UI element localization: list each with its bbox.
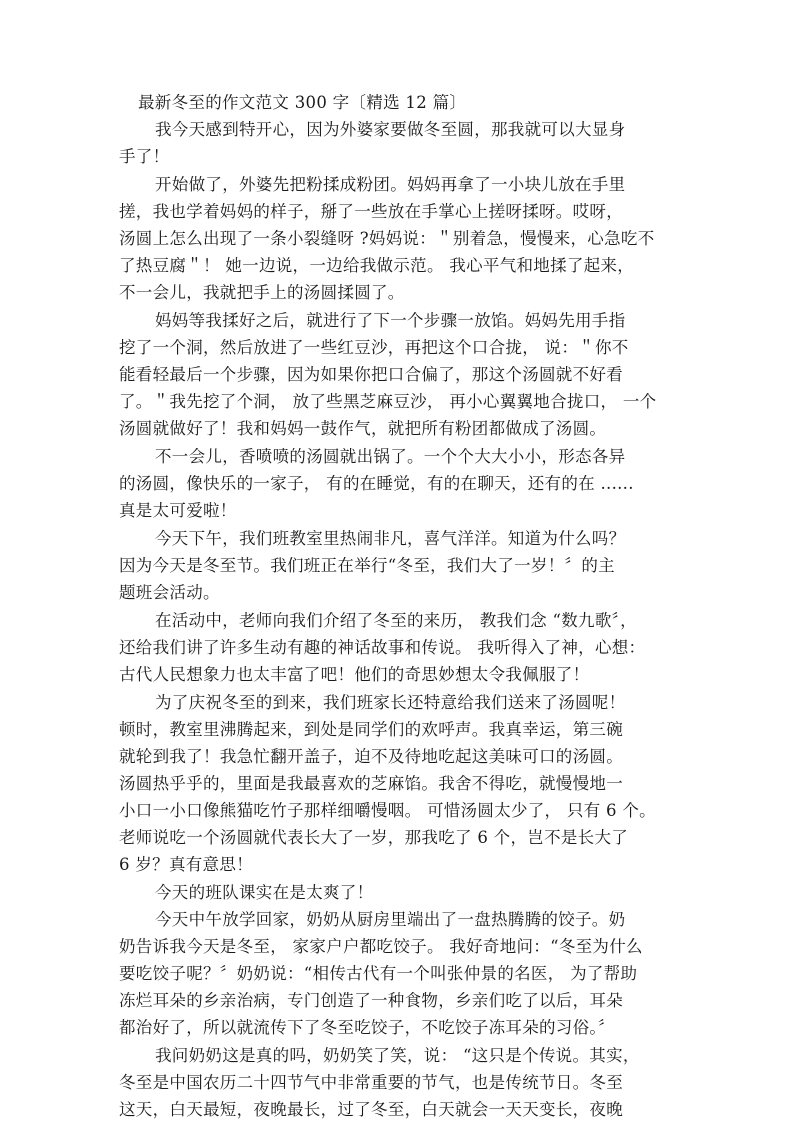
text-line: 不一会儿，我就把手上的汤圆揉圆了。 <box>119 283 405 302</box>
text-line: 古代人民想象力也太丰富了吧！他们的奇思妙想太令我佩服了！ <box>119 665 590 684</box>
text-line: 都治好了，所以就流传下了冬至吃饺子，不吃饺子冻耳朵的习俗。〞 <box>119 1018 615 1037</box>
text-line: 在活动中，老师向我们介绍了冬至的来历， 教我们念 “数九歌〞， <box>155 611 637 630</box>
text-line: 题班会活动。 <box>119 583 220 602</box>
text-line: 的汤圆，像快乐的一家子， 有的在睡觉，有的在聊天，还有的在 ...... <box>119 474 634 493</box>
text-line: 今天中午放学回家，奶奶从厨房里端出了一盘热腾腾的饺子。奶 <box>155 910 626 929</box>
text-line: 小口一小口像熊猫吃竹子那样细嚼慢咽。 可惜汤圆太少了， 只有 6 个。 <box>119 801 656 820</box>
text-line: 真是太可爱啦！ <box>119 501 237 520</box>
text-line: 顿时，教室里沸腾起来，到处是同学们的欢呼声。我真幸运，第三碗 <box>119 720 623 739</box>
text-line: 冬至是中国农历二十四节气中非常重要的节气，也是传统节日。冬至 <box>119 1073 623 1092</box>
text-line: 奶告诉我今天是冬至， 家家户户都吃饺子。 我好奇地问：“冬至为什么 <box>119 937 643 956</box>
text-line: 汤圆热乎乎的，里面是我最喜欢的芝麻馅。我舍不得吃，就慢慢地一 <box>119 774 623 793</box>
text-line: 还给我们讲了许多生动有趣的神话故事和传说。 我听得入了神，心想： <box>119 638 646 657</box>
text-line: 妈妈等我揉好之后，就进行了下一个步骤一放馅。妈妈先用手指 <box>155 311 626 330</box>
text-line: 不一会儿，香喷喷的汤圆就出锅了。一个个大大小小，形态各异 <box>155 447 626 466</box>
document-title: 最新冬至的作文范文 300 字〔精选 12 篇〕 <box>138 93 467 112</box>
text-line: 汤圆就做好了！我和妈妈一鼓作气，就把所有粉团都做成了汤圆。 <box>119 419 607 438</box>
text-line: 手了！ <box>119 147 170 166</box>
text-line: 了热豆腐＂！ 她一边说，一边给我做示范。 我心平气和地揉了起来， <box>119 256 635 275</box>
text-line: 了。＂我先挖了个洞， 放了些黑芝麻豆沙， 再小心翼翼地合拢口， 一个 <box>119 392 657 411</box>
text-line: 今天下午，我们班教室里热闹非凡，喜气洋洋。知道为什么吗？ <box>155 529 626 548</box>
text-line: 要吃饺子呢？〞奶奶说：“相传古代有一个叫张仲景的名医， 为了帮助 <box>119 964 638 983</box>
text-line: 开始做了，外婆先把粉揉成粉团。妈妈再拿了一小块儿放在手里 <box>155 175 626 194</box>
text-line: 冻烂耳朵的乡亲治病，专门创造了一种食物，乡亲们吃了以后，耳朵 <box>119 991 623 1010</box>
text-line: 能看轻最后一个步骤，因为如果你把口合偏了，那这个汤圆就不好看 <box>119 365 623 384</box>
text-line: 6 岁？真有意思！ <box>119 855 253 874</box>
text-line: 挖了一个洞，然后放进了一些红豆沙，再把这个口合拢， 说：＂你不 <box>119 338 629 357</box>
text-line: 为了庆祝冬至的到来，我们班家长还特意给我们送来了汤圆呢！ <box>155 693 626 712</box>
text-line: 今天的班队课实在是太爽了！ <box>155 883 374 902</box>
text-line: 因为今天是冬至节。我们班正在举行“冬至，我们大了一岁！〞的主 <box>119 556 615 575</box>
text-line: 老师说吃一个汤圆就代表长大了一岁，那我吃了 6 个，岂不是长大了 <box>119 828 629 847</box>
text-line: 我今天感到特开心，因为外婆家要做冬至圆，那我就可以大显身 <box>155 120 626 139</box>
text-line: 搓，我也学着妈妈的样子，掰了一些放在手掌心上搓呀揉呀。哎呀， <box>119 202 623 221</box>
text-line: 汤圆上怎么出现了一条小裂缝呀 ?妈妈说：＂别着急，慢慢来，心急吃不 <box>119 229 655 248</box>
text-line: 我问奶奶这是真的吗，奶奶笑了笑，说： “这只是个传说。其实， <box>155 1046 640 1065</box>
text-line: 就轮到我了！我急忙翻开盖子，迫不及待地吃起这美味可口的汤圆。 <box>119 747 623 766</box>
text-line: 这天，白天最短，夜晚最长，过了冬至，白天就会一天天变长，夜晚 <box>119 1100 623 1119</box>
